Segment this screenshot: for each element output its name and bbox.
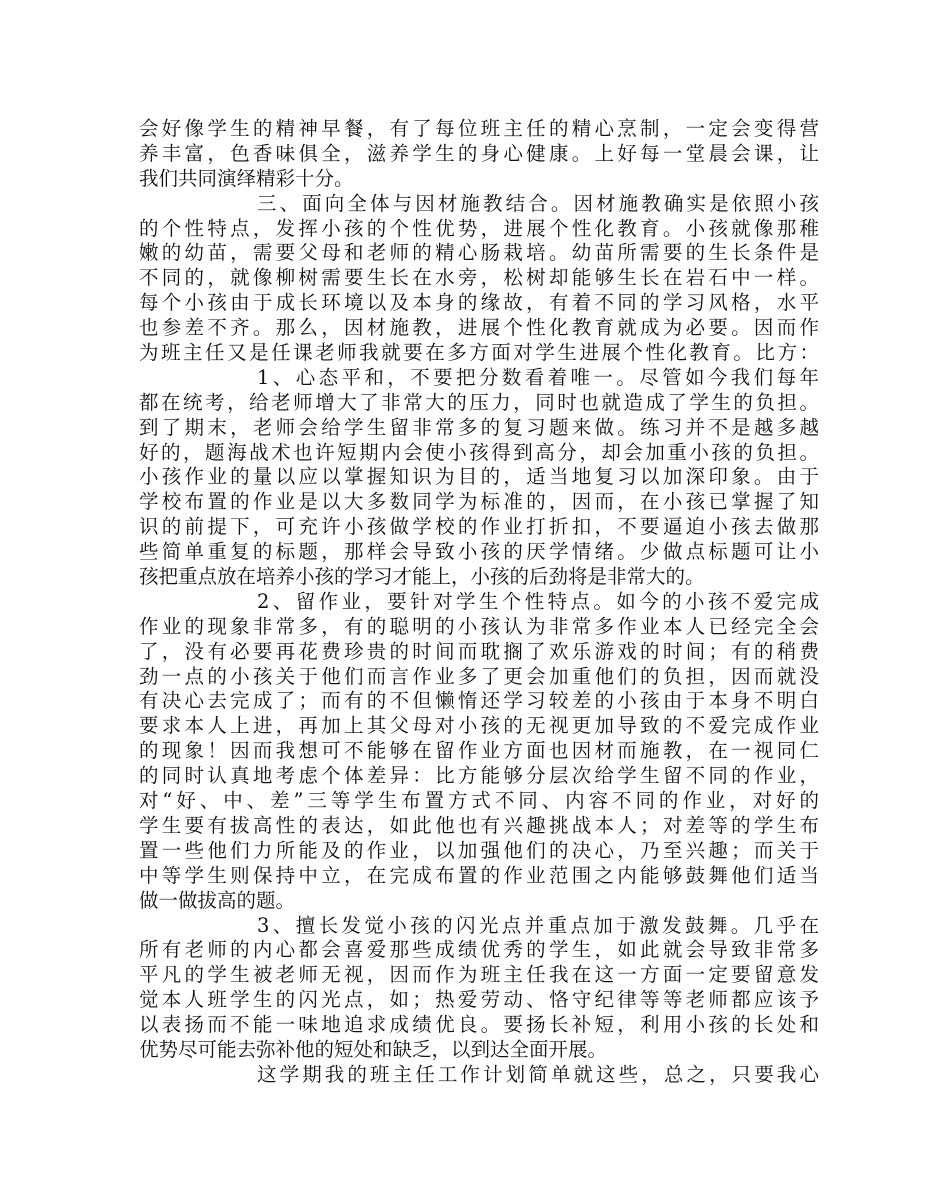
text-line: 平凡的学生被老师无视，因而作为班主任我在这一方面一定要留意发 bbox=[139, 963, 819, 987]
list-item-heading-line: 3、擅长发觉小孩的闪光点并重点加于激发鼓舞。几乎在 bbox=[257, 913, 819, 937]
text-line: 的同时认真地考虑个体差异：比方能够分层次给学生留不同的作业， bbox=[139, 764, 819, 788]
text-line: 些简单重复的标题，那样会导致小孩的厌学情绪。少做点标题可让小 bbox=[139, 540, 819, 564]
text-line: 以表扬而不能一味地追求成绩优良。要扬长补短，利用小孩的长处和 bbox=[139, 1013, 819, 1037]
text-line: 的个性特点，发挥小孩的个性优势，进展个性化教育。小孩就像那稚 bbox=[139, 216, 819, 240]
text-line: 学校布置的作业是以大多数同学为标准的，因而，在小孩已掌握了知 bbox=[139, 490, 819, 514]
text-line: 中等学生则保持中立，在完成布置的作业范围之内能够鼓舞他们适当 bbox=[139, 863, 819, 887]
text-line: 养丰富，色香味俱全，滋养学生的身心健康。上好每一堂晨会课，让 bbox=[139, 141, 819, 165]
text-line: 孩把重点放在培养小孩的学习才能上，小孩的后劲将是非常大的。 bbox=[139, 565, 705, 589]
text-line: 不同的，就像柳树需要生长在水旁，松树却能够生长在岩石中一样。 bbox=[139, 266, 819, 290]
text-line: 我们共同演绎精彩十分。 bbox=[139, 166, 354, 190]
text-line: 每个小孩由于成长环境以及本身的缘故，有着不同的学习风格，水平 bbox=[139, 291, 819, 315]
text-line: 为班主任又是任课老师我就要在多方面对学生进展个性化教育。比方： bbox=[139, 341, 819, 365]
text-line: 都在统考，给老师增大了非常大的压力，同时也就造成了学生的负担。 bbox=[139, 390, 819, 414]
document-body bbox=[139, 117, 819, 1088]
list-item-heading-line: 2、留作业，要针对学生个性特点。如今的小孩不爱完成 bbox=[257, 589, 819, 613]
text-line: 要求本人上进，再加上其父母对小孩的无视更加导致的不爱完成作业 bbox=[139, 714, 819, 738]
text-line: 作业的现象非常多，有的聪明的小孩认为非常多作业本人已经完全会 bbox=[139, 614, 819, 638]
closing-paragraph-line: 这学期我的班主任工作计划简单就这些，总之，只要我心 bbox=[257, 1062, 819, 1086]
text-line: 优势尽可能去弥补他的短处和缺乏，以到达全面开展。 bbox=[139, 1037, 608, 1061]
text-line: 学生要有拔高性的表达，如此他也有兴趣挑战本人；对差等的学生布 bbox=[139, 813, 819, 837]
text-line: 做一做拔高的题。 bbox=[139, 888, 296, 912]
text-line: 所有老师的内心都会喜爱那些成绩优秀的学生，如此就会导致非常多 bbox=[139, 938, 819, 962]
list-item-heading-line: 1、心态平和，不要把分数看着唯一。尽管如今我们每年 bbox=[257, 365, 819, 389]
text-line: 也参差不齐。那么，因材施教，进展个性化教育就成为必要。因而作 bbox=[139, 316, 819, 340]
text-line: 对“好、中、差”三等学生布置方式不同、内容不同的作业，对好的 bbox=[139, 789, 819, 813]
text-line: 好的，题海战术也许短期内会使小孩得到高分，却会加重小孩的负担。 bbox=[139, 440, 819, 464]
text-line: 有决心去完成了；而有的不但懒惰还学习较差的小孩由于本身不明白 bbox=[139, 689, 819, 713]
text-line: 识的前提下，可充许小孩做学校的作业打折扣，不要逼迫小孩去做那 bbox=[139, 515, 819, 539]
text-line: 嫩的幼苗，需要父母和老师的精心肠栽培。幼苗所需要的生长条件是 bbox=[139, 241, 819, 265]
text-line: 到了期末，老师会给学生留非常多的复习题来做。练习并不是越多越 bbox=[139, 415, 819, 439]
text-line: 置一些他们力所能及的作业，以加强他们的决心，乃至兴趣；而关于 bbox=[139, 838, 819, 862]
text-line: 了，没有必要再花费珍贵的时间而耽搁了欢乐游戏的时间；有的稍费 bbox=[139, 639, 819, 663]
text-line: 觉本人班学生的闪光点，如；热爱劳动、恪守纪律等等老师都应该予 bbox=[139, 988, 819, 1012]
text-line: 劲一点的小孩关于他们而言作业多了更会加重他们的负担，因而就没 bbox=[139, 664, 819, 688]
text-line: 的现象！因而我想可不能够在留作业方面也因材而施教，在一视同仁 bbox=[139, 739, 819, 763]
text-line: 会好像学生的精神早餐，有了每位班主任的精心烹制，一定会变得营 bbox=[139, 117, 819, 140]
section-heading-line: 三、面向全体与因材施教结合。因材施教确实是依照小孩 bbox=[257, 191, 819, 215]
text-line: 小孩作业的量以应以掌握知识为目的，适当地复习以加深印象。由于 bbox=[139, 465, 819, 489]
